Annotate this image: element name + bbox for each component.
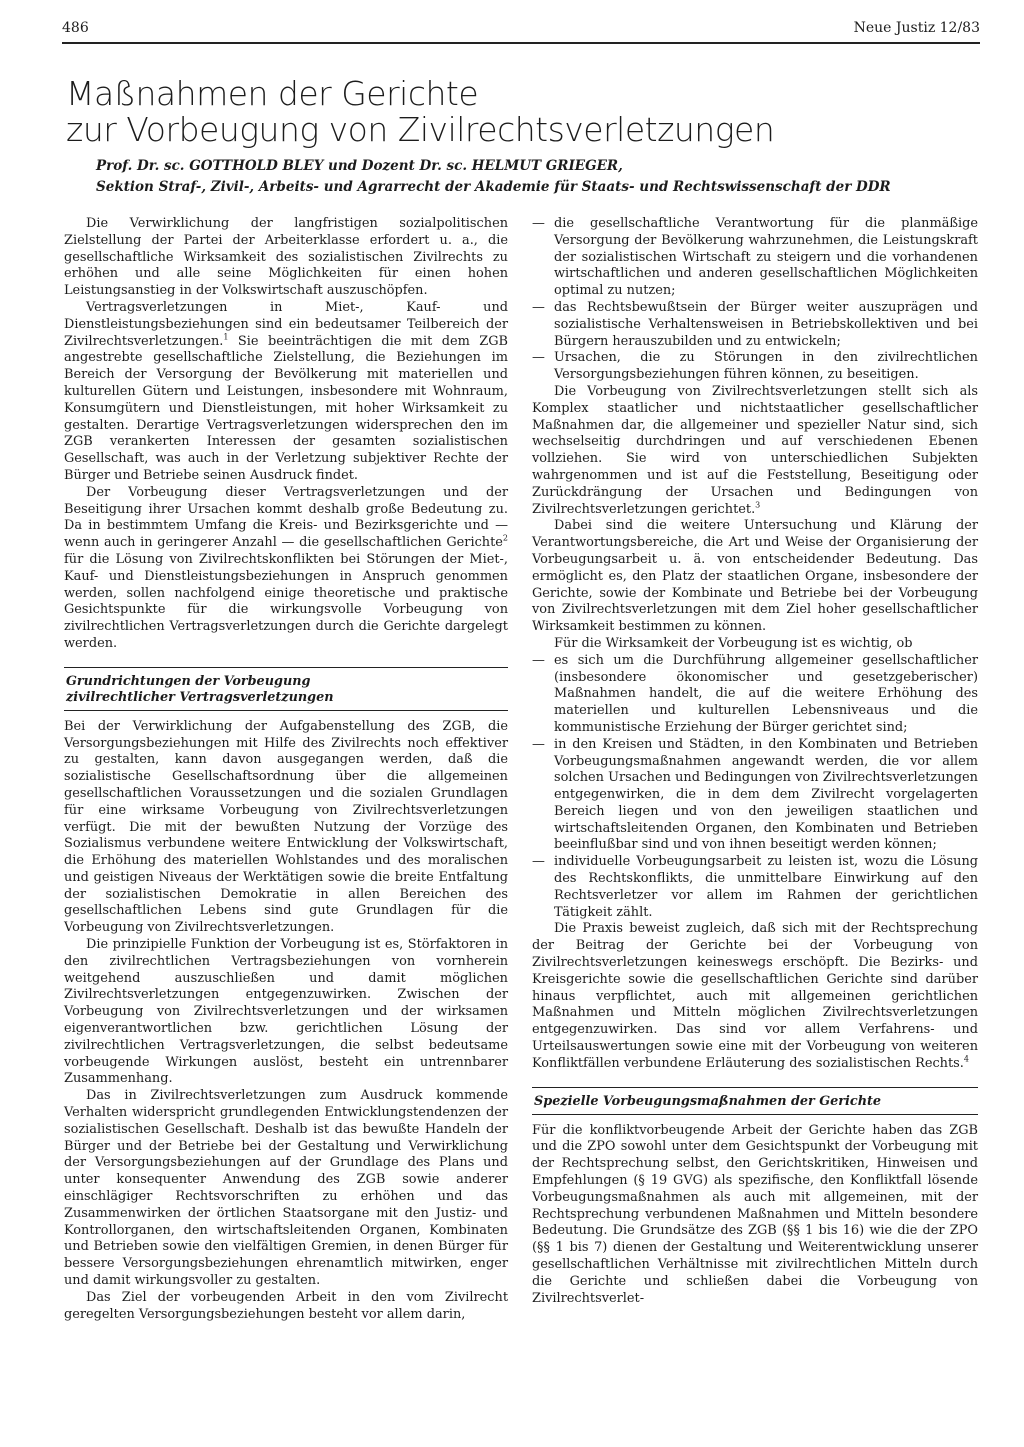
paragraph: Das in Zivilrechtsverletzungen zum Ausdruck kommende Verhalten widerspricht grundlegenden Entwicklungstendenzen der sozialistischen Gesellschaft. Deshalb ist das bewußte Handeln der Bürger und der Betriebe bei der Gestaltung und Verwirklichung der Versorgungsbeziehungen auf der Grundlage des Plans und unter konsequenter Anwendung des ZGB sowie anderer einschlägiger Rechtsvorschriften zu erhöhen und das Zusammenwirken der örtlichen Staatsorgane mit den Justiz- und Kontrollorganen, den wirtschaftsleitenden Organen, Kombinaten und Betrieben sowie den vielfältigen Gremien, in denen Bürger für bessere Versorgungsbeziehungen ehrenamtlich mitwirken, enger und damit wirkungsvoller zu gestalten. [64,1088,508,1289]
paragraph: Für die Wirksamkeit der Vorbeugung ist es wichtig, ob [554,635,913,651]
footnote-ref: 3 [755,500,761,510]
journal-issue: Neue Justiz 12/83 [853,20,980,36]
paragraph: Die Praxis beweist zugleich, daß sich mit der Rechtsprechung der Beitrag der Gerichte bei der Vorbeugung von Zivilrechtsverletzungen keineswegs erschöpft. Die Bezirks- und Kreisgerichte sowie die gesellschaftlichen Gerichte sind darüber hinaus verpflichtet, auch mit allgemeinen gerichtlichen Maßnahmen und Mitteln möglichen Zivilrechtsverletzungen entgegenzuwirken. Das sind vor allem Verfahrens- und Urteilsauswertungen sowie eine mit der Vorbeugung von weiteren Konfliktfällen verbundene Erläuterung des sozialistischen Rechts.$^4$ [532,921,978,1071]
paragraph: Bei der Verwirklichung der Aufgabenstellung des ZGB, die Versorgungsbeziehungen mit Hilfe des Zivilrechts noch effektiver zu gestalten, kann davon ausgegangen werden, daß die sozialistische Gesellschaftsordnung über die allgemeinen gesellschaftlichen Voraussetzungen und die sozialen Grundlagen für eine wirksame Vorbeugung von Zivilrechtsverletzungen verfügt. Die mit der bewußten Nutzung der Vorzüge des Sozialismus verbundene weitere Entwicklung der Volkswirtschaft, die Erhöhung des materiellen Wohlstandes und des moralischen und geistigen Niveaus der Werktätigen sowie die breite Entfaltung der sozialistischen Demokratie in allen Bereichen des gesellschaftlichen Lebens sind gute Grundlagen für die Vorbeugung von Zivilrechtsverletzungen. [64,718,508,936]
list-item: — in den Kreisen und Städten, in den Kombinaten und Betrieben Vorbeugungsmaßnahmen angewandt werden, die vor allem solchen Ursachen und Bedingungen von Zivilrechtsverletzungen entgegenwirken, die in dem dem Zivilrecht vorgelagerten Bereich liegen und von den jeweiligen staatlichen und wirtschaftsleitenden Organen, den Kombinaten und Betrieben beeinflußbar sind und von ihnen beseitigt werden können; [532,736,978,853]
paragraph: Vertragsverletzungen in Miet-, Kauf- und Dienstleistungsbeziehungen sind ein bedeutsamer Teilbereich der Zivilrechtsverletzungen.$^1$ Sie beeinträchtigen die mit dem ZGB angestrebte gesellschaftliche Zielstellung, die Beziehungen im Bereich der Versorgung der Bevölkerung mit materiellen und kulturellen Gütern und Leistungen, insbesondere mit Wohnraum, Konsumgütern und Dienstleistungen, mit hoher Wirksamkeit zu gestalten. Derartige Vertragsverletzungen widersprechen den im ZGB verankerten Interessen der gesamten sozialistischen Gesellschaft, was auch in der Verletzung subjektiver Rechte der Bürger und Betriebe seinen Ausdruck findet. [64,299,508,483]
paragraph: Die Vorbeugung von Zivilrechtsverletzungen stellt sich als Komplex staatlicher und nichtstaatlicher gesellschaftlicher Maßnahmen dar, die allgemeiner und spezieller Natur sind, sich wechselseitig durchdringen und auf verschiedenen Ebenen vollziehen. Sie wird von unterschiedlichen Subjekten wahrgenommen und ist auf die Feststellung, Beseitigung oder Zurückdrängung der Ursachen und Bedingungen von Zivilrechtsverletzungen gerichtet.$^3$ [532,383,978,517]
list-item: — es sich um die Durchführung allgemeiner gesellschaftlicher (insbesondere ökonomischer und gesetzgeberischer) Maßnahmen handelt, die auf die weitere Erhöhung des materiellen und kulturellen Lebensniveaus und die kommunistische Erziehung der Bürger gerichtet sind; [532,652,978,735]
list-item: — individuelle Vorbeugungsarbeit zu leisten ist, wozu die Lösung des Rechtskonflikts, die unmittelbare Einwirkung auf den Rechtsverletzer vor allem im Rahmen der gerichtlichen Tätigkeit zählt. [532,854,978,920]
article-title [66,76,966,148]
paragraph: Dabei sind die weitere Untersuchung und Klärung der Verantwortungsbereiche, die Art und Weise der Organisierung der Vorbeugungsarbeit u. ä. von entscheidender Bedeutung. Das ermöglicht es, den Platz der staatlichen Organe, insbesondere der Gerichte, sowie der Kombinate und Betriebe bei der Vorbeugung von Zivilrechtsverletzungen mit dem Ziel hoher gesellschaftlicher Wirksamkeit bestimmen zu können. [532,518,978,635]
footnote-ref: 1 [223,332,229,342]
header-rule [62,42,980,44]
title-line-1: Maßnahmen der Gerichte [66,74,479,113]
paragraph: Die prinzipielle Funktion der Vorbeugung ist es, Störfaktoren in den zivilrechtlichen Vertragsbeziehungen von vornherein weitgehend auszuschließen und damit möglichen Zivilrechtsverletzungen entgegenzuwirken. Zwischen der Vorbeugung von Zivilrechtsverletzungen und der wirksamen eigenverantwortlichen bzw. gerichtlichen Lösung der zivilrechtlichen Vertragsverletzungen, die selbst bedeutsame vorbeugende Wirkungen auslöst, besteht ein untrennbarer Zusammenhang. [64,937,508,1087]
paragraph: Der Vorbeugung dieser Vertragsverletzungen und der Beseitigung ihrer Ursachen kommt deshalb große Bedeutung zu. Da in bestimmtem Umfang die Kreis- und Bezirksgerichte und — wenn auch in geringerer Anzahl — die gesellschaftlichen Gerichte$^2$ für die Lösung von Zivilrechtskonflikten bei Störungen der Miet-, Kauf- und Dienstleistungsbeziehungen in Anspruch genommen werden, sollen nachfolgend einige theoretische und praktische Gesichtspunkte für die wirkungsvolle Vorbeugung von zivilrechtlichen Vertragsverletzungen durch die Gerichte dargelegt werden. [64,484,508,651]
author-names: Prof. Dr. sc. GOTTHOLD BLEY und Dozent Dr. sc. HELMUT GRIEGER, [96,158,623,174]
footnote-ref: 2 [502,533,508,543]
footnote-ref: 4 [963,1054,969,1064]
running-header [62,20,980,44]
page-number: 486 [62,20,89,36]
list-item: — die gesellschaftliche Verantwortung für die planmäßige Versorgung der Bevölkerung wahrzunehmen, die Leistungskraft der sozialistischen Wirtschaft zu steigern und die vorhandenen wirtschaftlichen und anderen gesellschaftlichen Möglichkeiten optimal zu nutzen; [532,216,978,299]
paragraph: Die Verwirklichung der langfristigen sozialpolitischen Zielstellung der Partei der Arbeiterklasse erfordert u. a., die gesellschaftliche Wirksamkeit des sozialistischen Zivilrechts zu erhöhen und alle seine Möglichkeiten für einen hohen Leistungsanstieg in der Volkswirtschaft auszuschöpfen. [64,216,508,299]
left-column [64,216,508,1323]
author-block [96,156,966,198]
list-item: — Ursachen, die zu Störungen in den zivilrechtlichen Versorgungsbeziehungen führen können, zu beseitigen. [532,350,978,383]
section-heading: Grundrichtungen der Vorbeugung zivilrechtlicher Vertragsverletzungen [64,667,508,711]
author-affiliation: Sektion Straf-, Zivil-, Arbeits- und Agrarrecht der Akademie für Staats- und Rechtswissenschaft der DDR [96,179,891,195]
right-column [532,216,978,1307]
list-item: — das Rechtsbewußtsein der Bürger weiter auszuprägen und sozialistische Verhaltensweisen in Betriebskollektiven und bei Bürgern herauszubilden und zu entwickeln; [532,299,978,349]
paragraph: Das Ziel der vorbeugenden Arbeit in den vom Zivilrecht geregelten Versorgungsbeziehungen besteht vor allem darin, [64,1289,508,1322]
paragraph: Für die konfliktvorbeugende Arbeit der Gerichte haben das ZGB und die ZPO sowohl unter dem Gesichtspunkt der Vorbeugung mit der Rechtsprechung selbst, den Gerichtskritiken, Hinweisen und Empfehlungen (§ 19 GVG) als spezifische, den Konfliktfall lösende Vorbeugungsmaßnahmen als auch mit allgemeinen, mit der Rechtsprechung verbundenen Maßnahmen und Mitteln besondere Bedeutung. Die Grundsätze des ZGB (§§ 1 bis 16) wie die der ZPO (§§ 1 bis 7) dienen der Gestaltung und Weiterentwicklung unserer gesellschaftlichen Verhältnisse mit zivilrechtlichen Mitteln durch die Gerichte und schließen dabei die Vorbeugung von Zivilrechtsverlet- [532,1122,978,1306]
title-line-2: zur Vorbeugung von Zivilrechtsverletzungen [66,110,775,149]
section-heading: Spezielle Vorbeugungsmaßnahmen der Gerichte [532,1087,978,1115]
